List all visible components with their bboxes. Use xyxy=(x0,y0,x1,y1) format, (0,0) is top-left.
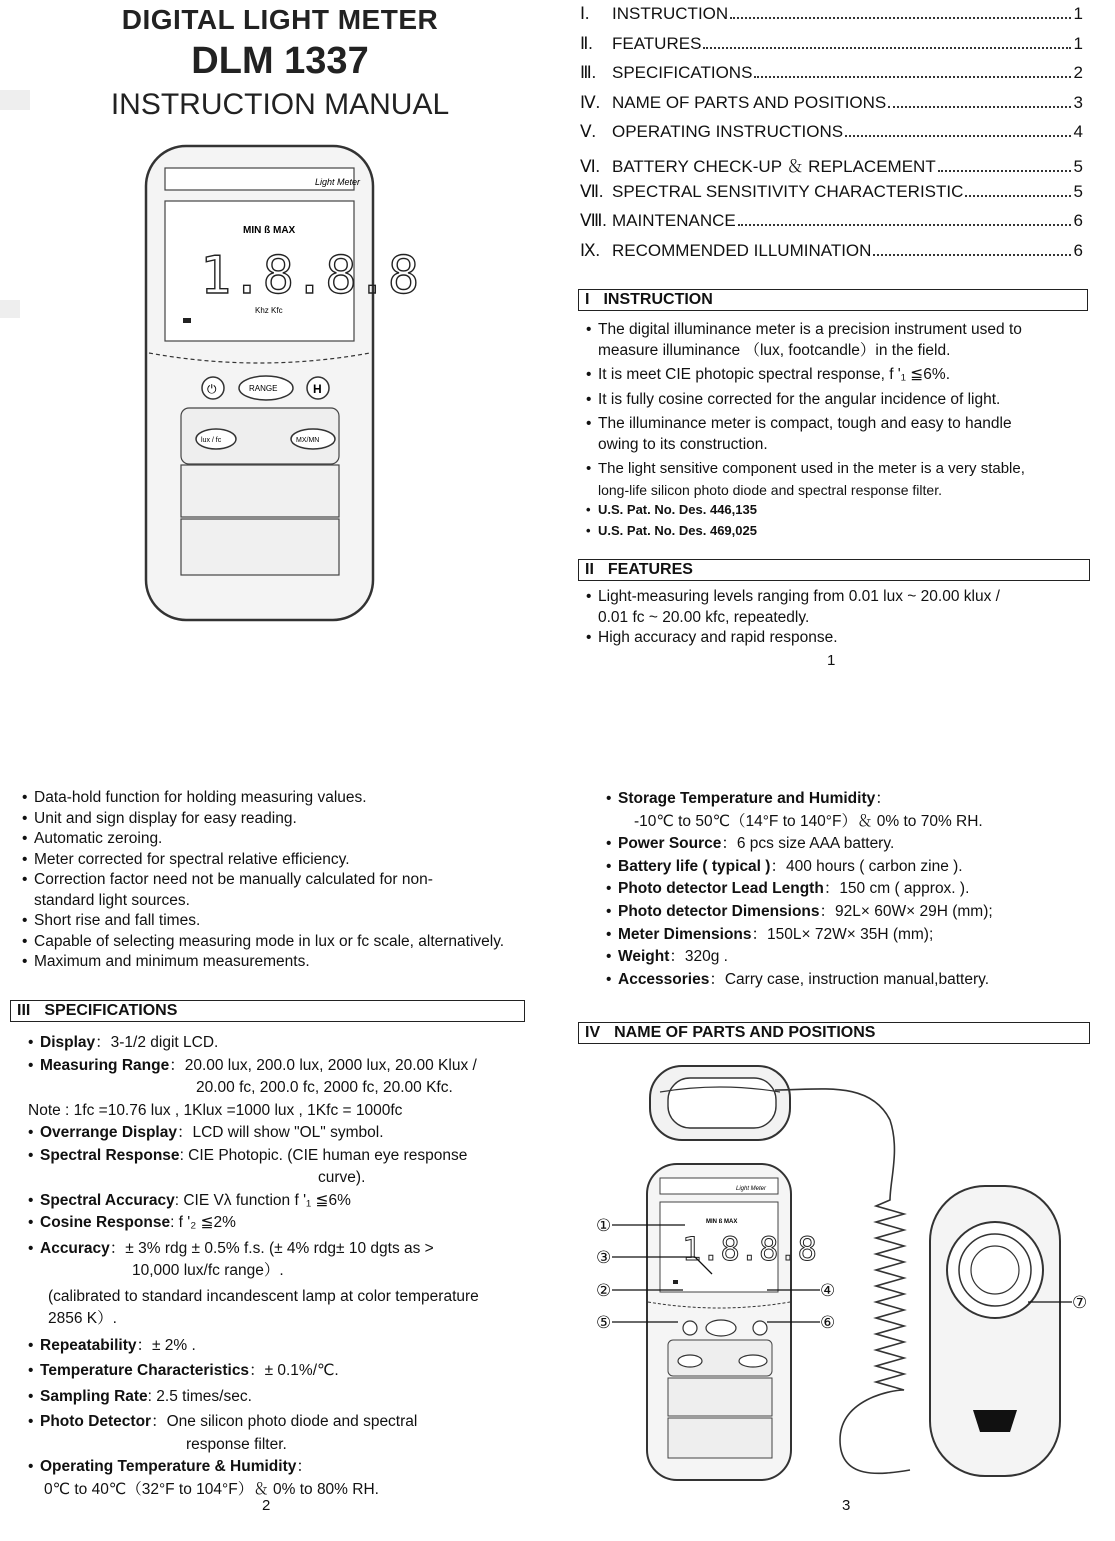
page-number: 2 xyxy=(262,1497,271,1514)
spec-calibration-cont: 2856 K）. xyxy=(48,1310,117,1327)
spec-repeatability: • Repeatability：± 2% . xyxy=(26,1335,546,1358)
parts-page xyxy=(560,760,1115,1541)
spec-battery-life: • Battery life ( typical )：400 hours ( carbon zine ). xyxy=(604,856,1104,879)
list-item: standard light sources. xyxy=(34,891,190,909)
spec-storage-cont: -10℃ to 50℃（14°F to 140°F）＆ 0% to 70% RH. xyxy=(634,812,983,830)
spec-weight: • Weight：320g . xyxy=(604,946,1104,969)
section-heading-parts: IV NAME OF PARTS AND POSITIONS xyxy=(578,1022,1090,1044)
power-button[interactable] xyxy=(202,377,224,399)
spec-range: • Measuring Range：20.00 lux, 200.0 lux, 2000 lux, 20.00 Klux / xyxy=(26,1055,546,1078)
toc-item[interactable]: Ⅳ. NAME OF PARTS AND POSITIONS 3 xyxy=(580,92,1083,112)
list-item: • Light-measuring levels ranging from 0.01 lux ~ 20.00 klux / xyxy=(584,587,1094,608)
toc-item[interactable]: Ⅰ. INSTRUCTION 1 xyxy=(580,4,1083,23)
list-item: • The illuminance meter is compact, tough and easy to handle xyxy=(584,414,1094,435)
spec-photo-detector: • Photo Detector：One silicon photo diode and spectral xyxy=(26,1411,546,1434)
callout-1: ① xyxy=(596,1216,612,1236)
toc-item[interactable]: Ⅶ. SPECTRAL SENSITIVITY CHARACTERISTIC 5 xyxy=(580,181,1083,201)
list-item: measure illuminance （lux, footcandle）in the field. xyxy=(598,341,951,359)
coiled-cable xyxy=(775,1089,910,1473)
callout-2: ② xyxy=(596,1281,612,1301)
spec-spectral-response-cont: curve). xyxy=(318,1169,366,1186)
maxmin-button[interactable] xyxy=(291,429,335,449)
model-number: DLM 1337 xyxy=(191,40,369,82)
cover-title: DIGITAL LIGHT METER xyxy=(121,4,439,35)
list-item: • Automatic zeroing. xyxy=(20,829,540,850)
list-item: • Unit and sign display for easy reading. xyxy=(20,809,540,830)
hold-icon: H xyxy=(313,382,322,396)
list-item: 0.01 fc ~ 20.00 kfc, repeatedly. xyxy=(598,608,810,626)
spec-lead-length: • Photo detector Lead Length：150 cm ( approx. ). xyxy=(604,878,1104,901)
maxmin-label: MX/MN xyxy=(296,437,320,444)
list-item: • High accuracy and rapid response. xyxy=(584,628,1094,649)
toc-item[interactable]: Ⅱ. FEATURES 1 xyxy=(580,33,1083,53)
power-icon: ⏻ xyxy=(207,382,217,396)
contents-page xyxy=(560,0,1115,700)
toc-item[interactable]: Ⅲ. SPECIFICATIONS 2 xyxy=(580,63,1083,83)
mini-minmax-label: MIN ß MAX xyxy=(706,1219,738,1225)
spec-display: • Display：3-1/2 digit LCD. xyxy=(26,1032,546,1055)
section-heading-features: II FEATURES xyxy=(578,559,1090,581)
cover-page xyxy=(0,0,560,700)
sensor-top-view xyxy=(650,1066,790,1140)
table-of-contents xyxy=(580,4,1083,270)
specifications-continued-list xyxy=(604,788,1104,991)
list-item: long-life silicon photo diode and spectral response filter. xyxy=(598,481,942,498)
spec-spectral-accuracy: • Spectral Accuracy: CIE Vλ function f '₁ ≦6% xyxy=(26,1190,546,1213)
toc-item[interactable]: Ⅸ. RECOMMENDED ILLUMINATION 6 xyxy=(580,240,1083,260)
lux-fc-label: lux / fc xyxy=(201,437,222,444)
list-item: • U.S. Pat. No. Des. 469,025 xyxy=(584,521,1094,542)
parts-diagram xyxy=(590,1060,1110,1500)
spec-overrange: • Overrange Display：LCD will show "OL" symbol. xyxy=(26,1122,546,1145)
page-number: 1 xyxy=(827,652,836,669)
spec-power: • Power Source：6 pcs size AAA battery. xyxy=(604,833,1104,856)
features-continued-list xyxy=(20,788,540,973)
spec-accuracy: • Accuracy：± 3% rdg ± 0.5% f.s. (± 4% rdg± 10 dgts as > xyxy=(26,1238,546,1261)
callout-5: ⑤ xyxy=(596,1313,612,1333)
meter-units-label: Khz Kfc xyxy=(255,306,283,315)
spec-storage: • Storage Temperature and Humidity： xyxy=(604,788,1104,811)
callout-6: ⑥ xyxy=(820,1313,836,1333)
list-item: owing to its construction. xyxy=(598,435,768,453)
toc-item[interactable]: Ⅴ. OPERATING INSTRUCTIONS 4 xyxy=(580,122,1083,142)
toc-item[interactable]: Ⅵ. BATTERY CHECK-UP ＆ REPLACEMENT 5 xyxy=(580,156,1083,176)
section-heading-specifications: III SPECIFICATIONS xyxy=(10,1000,525,1022)
spec-detector-dimensions: • Photo detector Dimensions：92L× 60W× 29H (mm); xyxy=(604,901,1104,924)
lux-fc-button[interactable] xyxy=(196,429,236,449)
spec-operating-cont: 0℃ to 40℃（32°F to 104°F）＆ 0% to 80% RH. xyxy=(44,1480,379,1498)
range-button[interactable] xyxy=(239,376,293,400)
spec-cosine: • Cosine Response: f '₂ ≦2% xyxy=(26,1212,546,1235)
list-item: • Meter corrected for spectral relative efficiency. xyxy=(20,850,540,871)
range-button-label: RANGE xyxy=(249,384,278,393)
spec-spectral-response: • Spectral Response: CIE Photopic. (CIE human eye response xyxy=(26,1145,546,1168)
spec-range-cont: 20.00 fc, 200.0 fc, 2000 fc, 20.00 Kfc. xyxy=(196,1079,453,1096)
mini-brand-label: Light Meter xyxy=(736,1186,767,1192)
list-item: • The digital illuminance meter is a precision instrument used to xyxy=(584,320,1094,341)
page-number: 3 xyxy=(842,1497,851,1514)
meter-brand-label: Light Meter xyxy=(315,177,361,187)
list-item: • Short rise and fall times. xyxy=(20,911,540,932)
toc-item[interactable]: Ⅷ. MAINTENANCE 6 xyxy=(580,211,1083,231)
manual-subtitle: INSTRUCTION MANUAL xyxy=(110,88,450,121)
spec-note: Note : 1fc =10.76 lux , 1Klux =1000 lux , 1Kfc = 1000fc xyxy=(28,1101,403,1119)
callout-4: ④ xyxy=(820,1281,836,1301)
callout-7: ⑦ xyxy=(1072,1293,1088,1313)
spec-meter-dimensions: • Meter Dimensions：150L× 72W× 35H (mm); xyxy=(604,924,1104,947)
meter-digits: 1.8.8.8 xyxy=(200,246,420,306)
list-item: • Data-hold function for holding measuring values. xyxy=(20,788,540,809)
spec-accessories: • Accessories：Carry case, instruction manual,battery. xyxy=(604,969,1104,992)
list-item: • It is meet CIE photopic spectral response, f '₁ ≦6%. xyxy=(584,365,1094,386)
light-meter-illustration xyxy=(143,143,420,623)
photo-detector-front-view xyxy=(930,1186,1060,1476)
list-item: • The light sensitive component used in the meter is a very stable, xyxy=(584,459,1094,480)
list-item: • Correction factor need not be manually calculated for non- xyxy=(20,870,540,891)
mini-meter-digits: 1.8.8.8 xyxy=(682,1230,817,1268)
list-item: • U.S. Pat. No. Des. 446,135 xyxy=(584,500,1094,521)
spec-operating: • Operating Temperature & Humidity： xyxy=(26,1456,546,1479)
specifications-page xyxy=(0,760,560,1541)
specifications-list xyxy=(26,1032,546,1501)
list-item: • Maximum and minimum measurements. xyxy=(20,952,540,973)
spec-photo-detector-cont: response filter. xyxy=(186,1435,287,1453)
instruction-list xyxy=(584,320,1094,541)
spec-sampling: • Sampling Rate: 2.5 times/sec. xyxy=(26,1386,546,1409)
spec-temperature: • Temperature Characteristics：± 0.1%/℃. xyxy=(26,1360,546,1383)
list-item: • Capable of selecting measuring mode in lux or fc scale, alternatively. xyxy=(20,932,540,953)
meter-minmax-label: MIN ß MAX xyxy=(243,225,296,236)
callout-3: ③ xyxy=(596,1248,612,1268)
spec-calibration: (calibrated to standard incandescent lamp at color temperature xyxy=(48,1287,479,1305)
section-heading-instruction: I INSTRUCTION xyxy=(578,289,1088,311)
spec-accuracy-cont: 10,000 lux/fc range）. xyxy=(132,1262,284,1279)
list-item: • It is fully cosine corrected for the angular incidence of light. xyxy=(584,390,1094,411)
hold-button[interactable] xyxy=(307,377,329,399)
features-list xyxy=(584,587,1094,649)
